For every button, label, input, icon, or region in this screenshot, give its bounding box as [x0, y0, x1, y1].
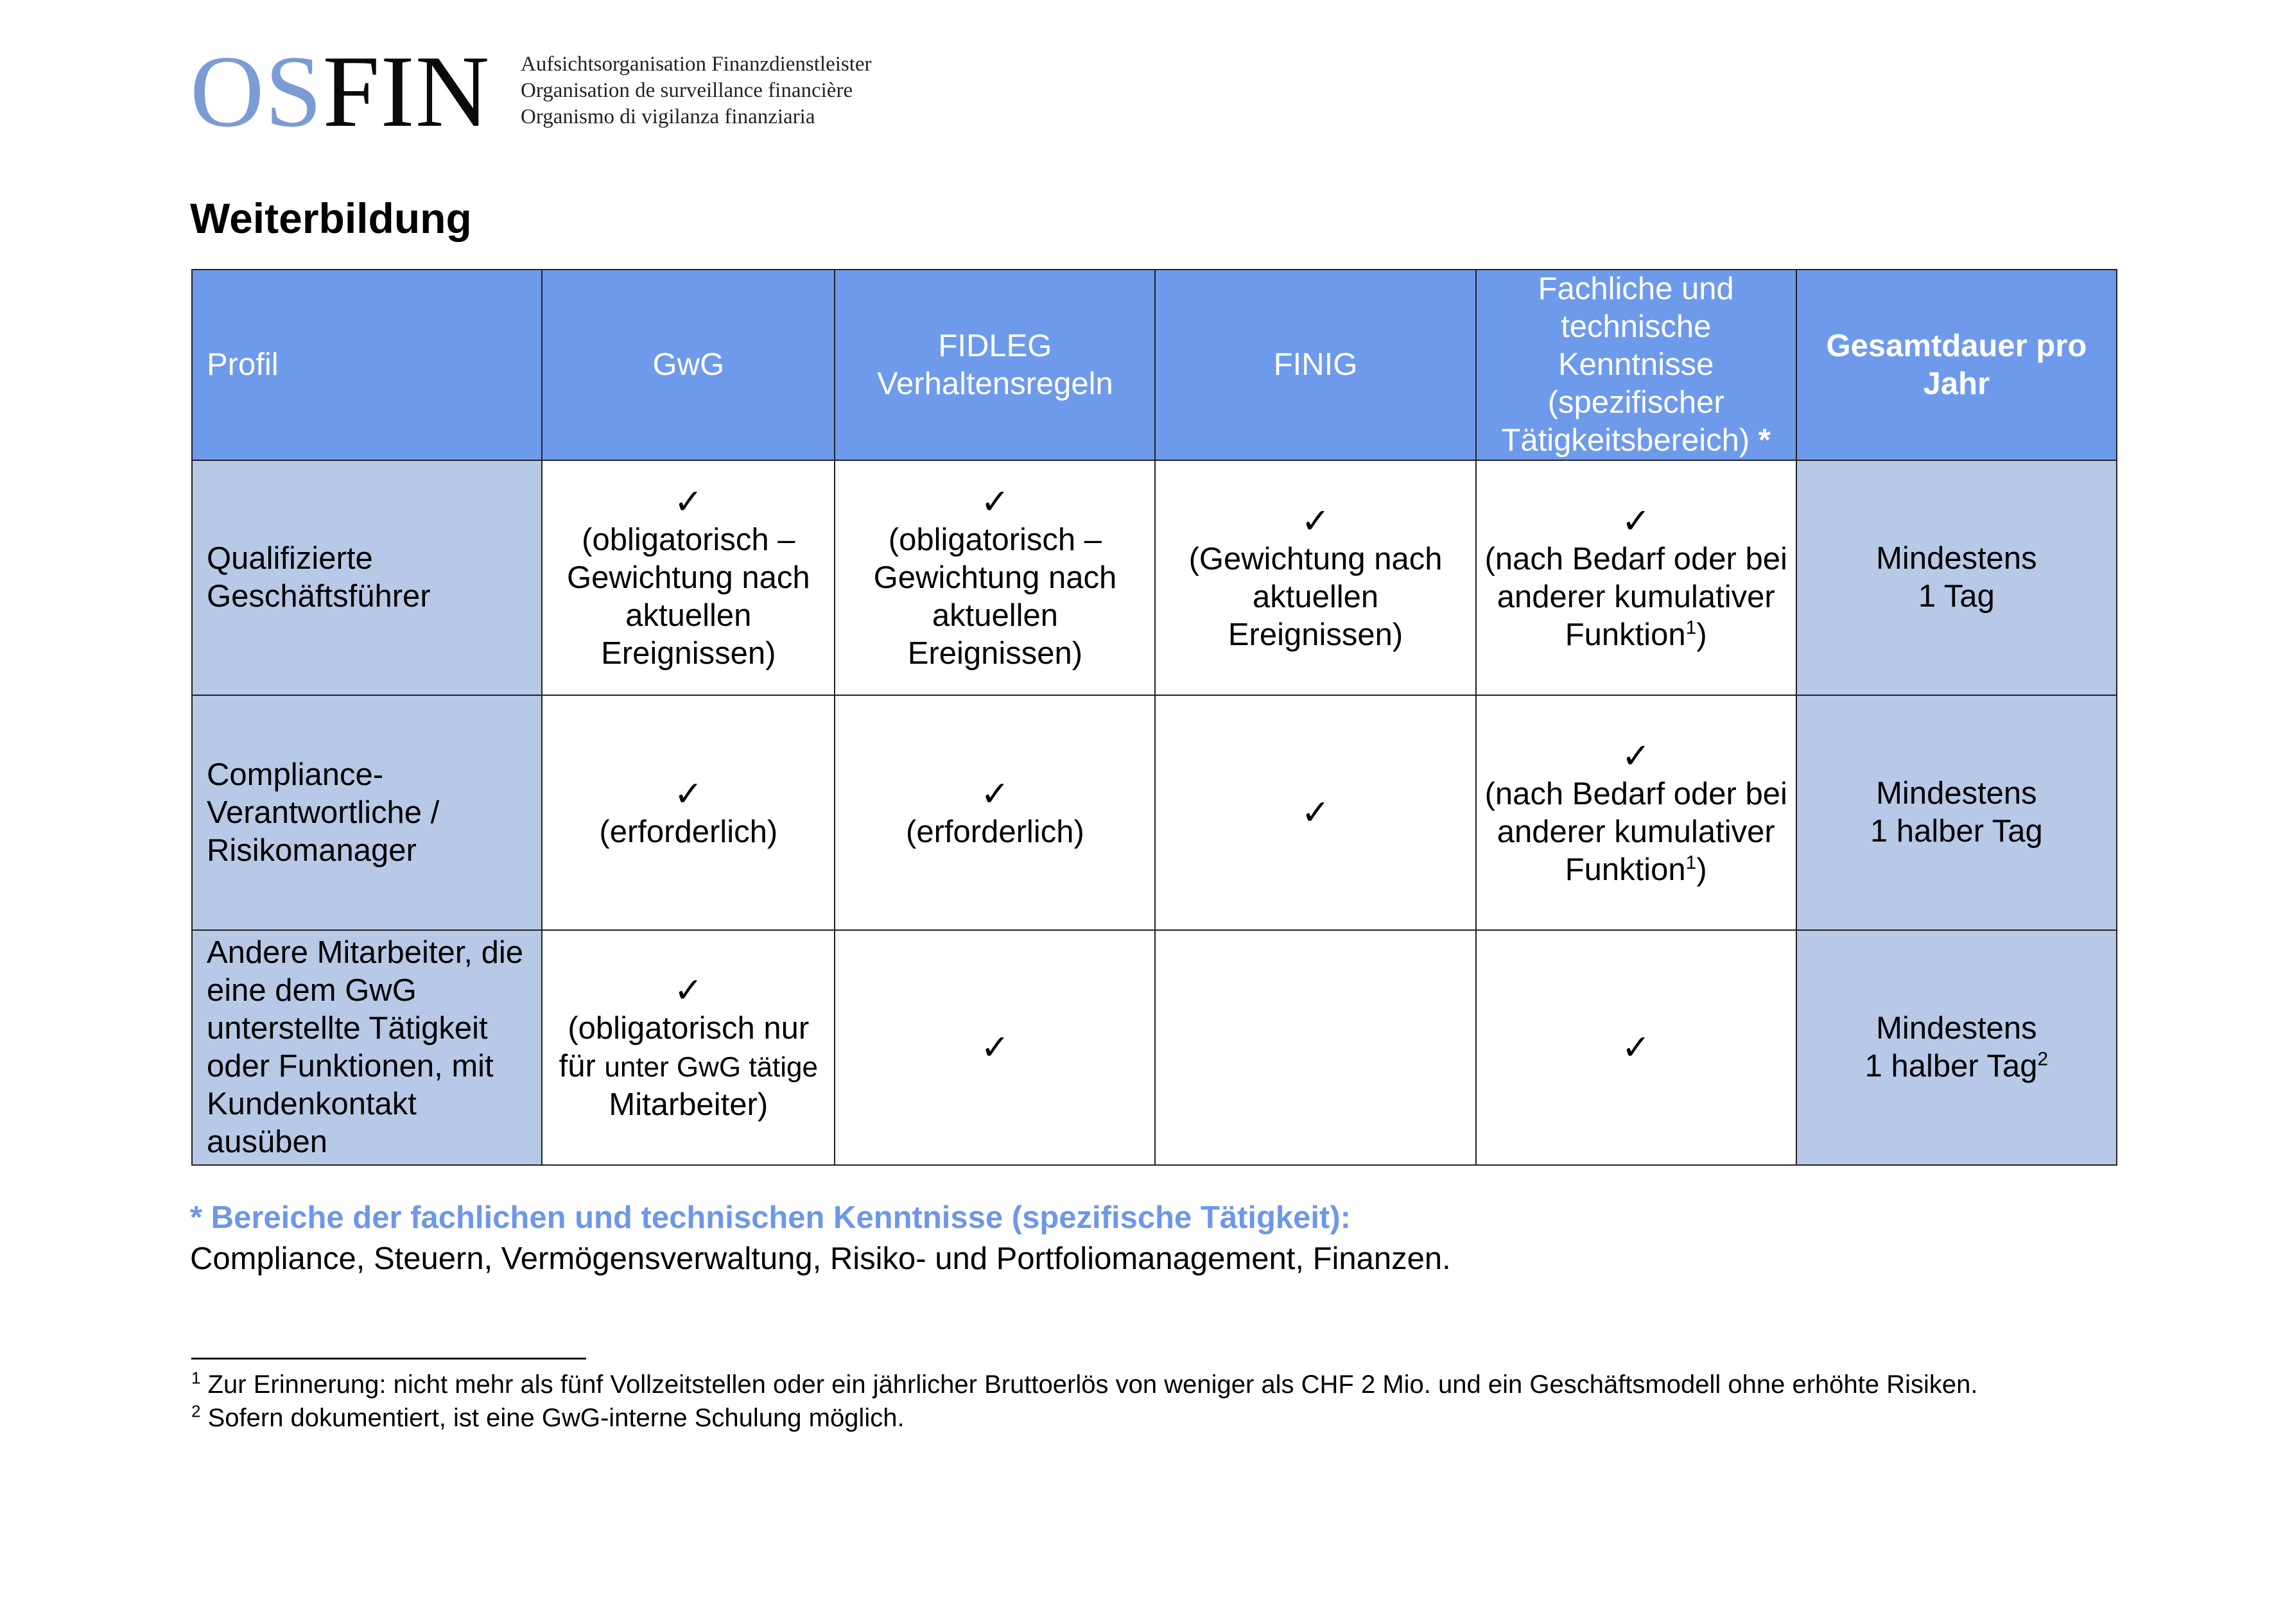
fidleg-cell: ✓ (obligatorisch – Gewichtung nach aktuellen Ereignissen): [835, 460, 1155, 695]
finig-cell: ✓ (Gewichtung nach aktuellen Ereignissen): [1155, 460, 1475, 695]
header-fachliche-kenntnisse: Fachliche und technische Kenntnisse (spezifischer Tätigkeitsbereich) *: [1476, 270, 1796, 460]
fidleg-cell: ✓ (erforderlich): [835, 695, 1155, 930]
checkmark-icon: ✓: [673, 481, 703, 522]
logo-line-de: Aufsichtsorganisation Finanzdienstleister: [521, 53, 872, 76]
checkmark-icon: ✓: [1621, 500, 1651, 541]
table-header-row: [192, 270, 2117, 460]
note-body: Compliance, Steuern, Vermögensverwaltung, Risiko- und Portfoliomanagement, Finanzen.: [190, 1241, 1451, 1276]
header-gesamtdauer: Gesamtdauer pro Jahr: [1796, 270, 2117, 460]
logo-line-it: Organismo di vigilanza finanziaria: [521, 105, 815, 128]
finig-cell: [1155, 930, 1475, 1165]
header-profil: Profil: [192, 270, 542, 460]
training-table: [191, 269, 2117, 1166]
profile-cell: Qualifizierte Geschäftsführer: [192, 460, 542, 695]
checkmark-icon: ✓: [980, 1027, 1010, 1067]
checkmark-icon: ✓: [673, 970, 703, 1010]
logo-line-fr: Organisation de surveillance financière: [521, 79, 853, 102]
footnote-1: $^1$ Zur Erinnerung: nicht mehr als fünf Vollzeitstellen oder ein jährlicher Bruttoerlös von weniger als CHF 2 Mio. und ein Geschäftsmodell ohne erhöhte Risiken.: [191, 1368, 1978, 1399]
checkmark-icon: ✓: [980, 773, 1010, 814]
fachlich-cell: ✓ (nach Bedarf oder bei anderer kumulativer Funktion$^1$): [1476, 460, 1796, 695]
checkmark-icon: ✓: [1301, 500, 1330, 541]
total-cell: Mindestens 1 halber Tag: [1796, 695, 2117, 930]
table-row: [192, 460, 2117, 695]
profile-cell: Compliance-Verantwortliche / Risikomanager: [192, 695, 542, 930]
checkmark-icon: ✓: [980, 481, 1010, 522]
gwg-cell: ✓ (erforderlich): [542, 695, 835, 930]
checkmark-icon: ✓: [673, 773, 703, 814]
checkmark-icon: ✓: [1621, 1027, 1651, 1067]
gwg-cell: ✓ (obligatorisch – Gewichtung nach aktuellen Ereignissen): [542, 460, 835, 695]
footnote-ref: 2: [2037, 1048, 2049, 1070]
logo-wordmark: OSFIN: [190, 34, 491, 148]
logo-organisation-names: [521, 51, 872, 130]
page-title: Weiterbildung: [190, 194, 472, 242]
header-gwg: GwG: [542, 270, 835, 460]
gwg-cell: ✓ (obligatorisch nur für unter GwG tätige Mitarbeiter): [542, 930, 835, 1165]
footnote-ref: 1: [1685, 852, 1697, 874]
header-fidleg: FIDLEG Verhaltensregeln: [835, 270, 1155, 460]
fachlich-cell: ✓ (nach Bedarf oder bei anderer kumulativer Funktion$^1$): [1476, 695, 1796, 930]
finig-cell: [1155, 695, 1475, 930]
checkmark-icon: ✓: [1301, 792, 1330, 833]
table-row: [192, 930, 2117, 1165]
fidleg-cell: [835, 930, 1155, 1165]
header-finig: FINIG: [1155, 270, 1475, 460]
table-row: [192, 695, 2117, 930]
footnote-ref: 1: [1685, 617, 1697, 639]
total-cell: Mindestens 1 Tag: [1796, 460, 2117, 695]
fachlich-cell: [1476, 930, 1796, 1165]
checkmark-icon: ✓: [1621, 735, 1651, 776]
footnote-divider: [191, 1358, 586, 1360]
total-cell: Mindestens 1 halber Tag$^2$: [1796, 930, 2117, 1165]
footnote-2: $^2$ Sofern dokumentiert, ist eine GwG-interne Schulung möglich.: [191, 1401, 905, 1432]
profile-cell: Andere Mitarbeiter, die eine dem GwG unterstellte Tätigkeit oder Funktionen, mit Kundenkontakt ausüben: [192, 930, 542, 1165]
note-heading: * Bereiche der fachlichen und technischen Kenntnisse (spezifische Tätigkeit):: [190, 1200, 1351, 1235]
